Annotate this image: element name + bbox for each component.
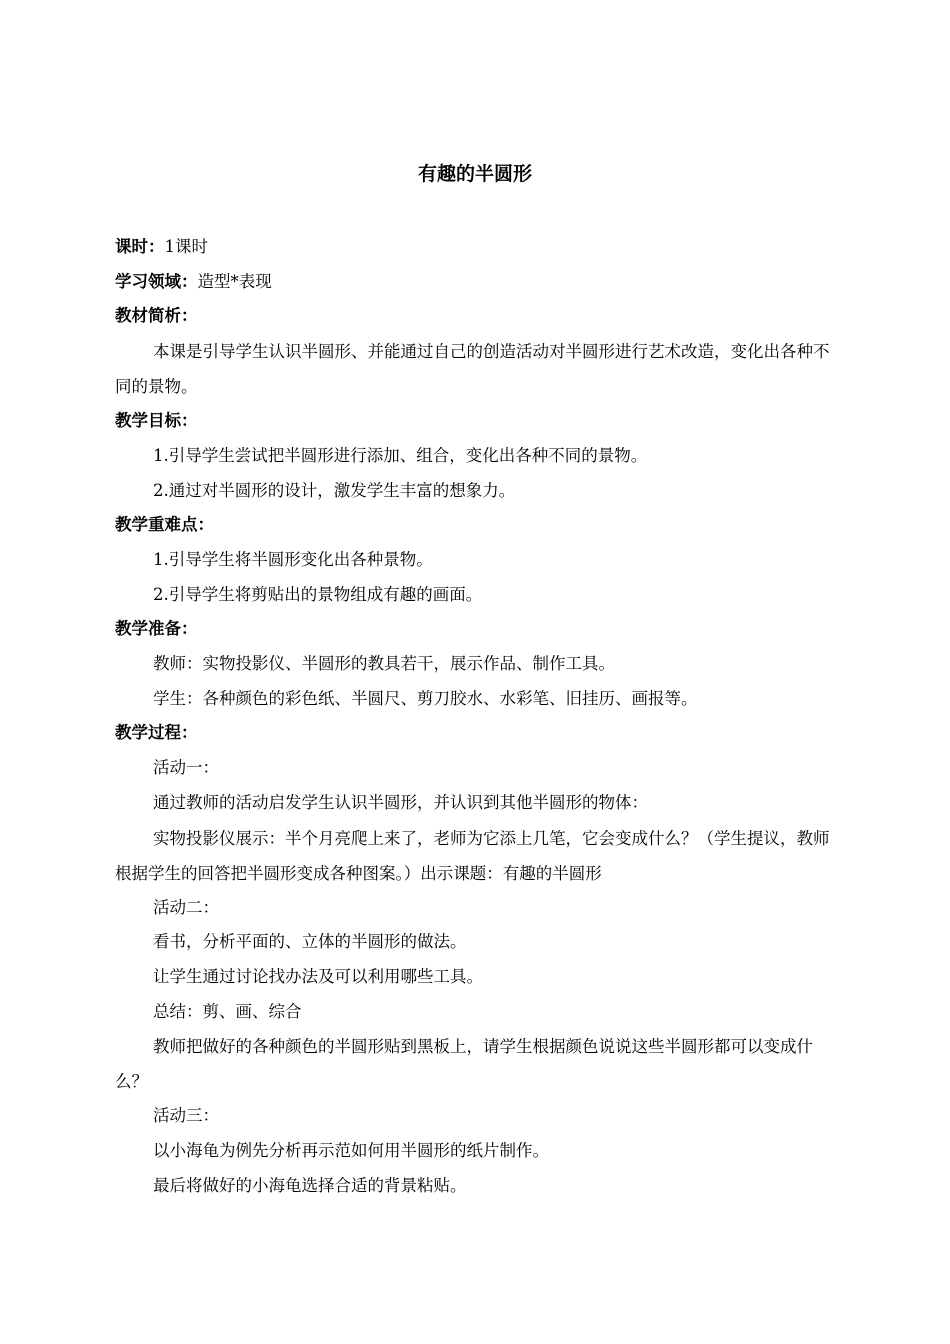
process-line: 活动二： xyxy=(153,897,219,917)
document-body xyxy=(115,230,840,1203)
process-line: 以小海龟为例先分析再示范如何用半圆形的纸片制作。 xyxy=(153,1141,549,1161)
process-line: 让学生通过讨论找办法及可以利用哪些工具。 xyxy=(153,966,483,986)
class-hours-label: 课时： xyxy=(115,237,165,256)
process-line: 看书，分析平面的、立体的半圆形的做法。 xyxy=(153,932,467,952)
section-heading-preparation: 教学准备： xyxy=(115,619,198,639)
goal-item: 1.引导学生尝试把半圆形进行添加、组合，变化出各种不同的景物。 xyxy=(153,445,648,465)
preparation-item: 学生：各种颜色的彩色纸、半圆尺、剪刀胶水、水彩笔、旧挂历、画报等。 xyxy=(153,688,698,708)
process-paragraph: 教师把做好的各种颜色的半圆形贴到黑板上，请学生根据颜色说说这些半圆形都可以变成什么？ xyxy=(115,1037,813,1092)
domain-line xyxy=(115,265,840,300)
domain-label: 学习领域： xyxy=(115,271,198,291)
process-line: 通过教师的活动启发学生认识半圆形，并认识到其他半圆形的物体： xyxy=(153,792,648,812)
section-heading-key-points: 教学重难点： xyxy=(115,515,214,535)
section-heading-textbook: 教材简析： xyxy=(115,306,198,326)
preparation-item: 教师：实物投影仪、半圆形的教具若干，展示作品、制作工具。 xyxy=(153,654,615,674)
process-line: 活动一： xyxy=(153,758,219,778)
key-point-item: 1.引导学生将半圆形变化出各种景物。 xyxy=(153,549,433,569)
section-heading-process: 教学过程： xyxy=(115,723,198,743)
process-line: 活动三： xyxy=(153,1106,219,1126)
process-line: 最后将做好的小海龟选择合适的背景粘贴。 xyxy=(153,1175,467,1195)
domain-value: 造型*表现 xyxy=(197,271,272,291)
process-paragraph: 实物投影仪展示：半个月亮爬上来了，老师为它添上几笔，它会变成什么？（学生提议，教师根据学生的回答把半圆形变成各种图案。）出示课题：有趣的半圆形 xyxy=(115,828,830,883)
document-title: 有趣的半圆形 xyxy=(417,163,532,185)
class-hours-line xyxy=(115,230,840,265)
class-hours-value: 1课时 xyxy=(164,237,208,256)
textbook-paragraph: 本课是引导学生认识半圆形、并能通过自己的创造活动对半圆形进行艺术改造，变化出各种不同的景物。 xyxy=(115,342,830,397)
process-line: 总结：剪、画、综合 xyxy=(153,1001,302,1021)
goal-item: 2.通过对半圆形的设计，激发学生丰富的想象力。 xyxy=(153,480,516,500)
key-point-item: 2.引导学生将剪贴出的景物组成有趣的画面。 xyxy=(153,584,483,604)
section-heading-goals: 教学目标： xyxy=(115,411,198,431)
